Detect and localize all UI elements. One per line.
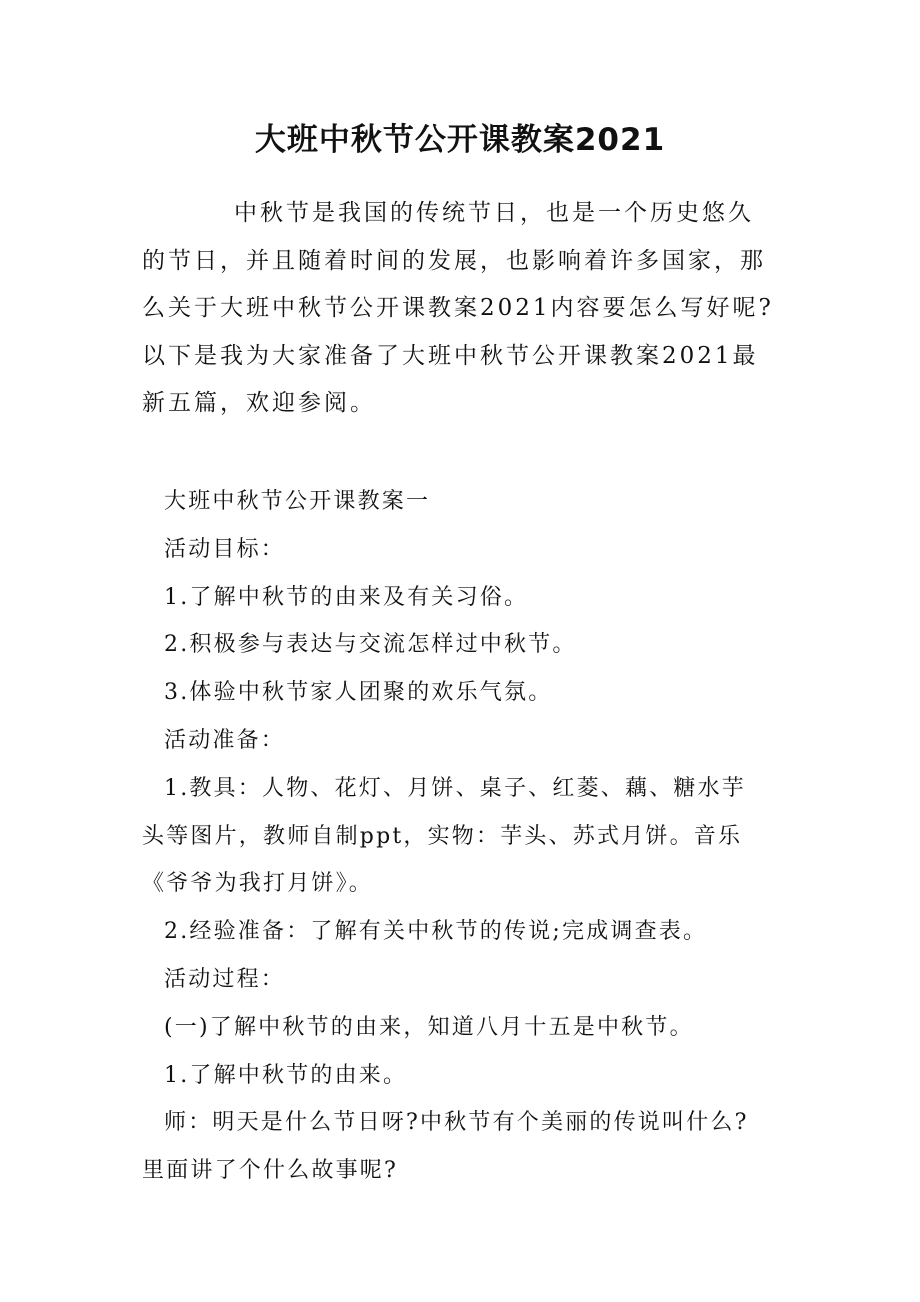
preparation-item: 1.教具：人物、花灯、月饼、桌子、红菱、藕、糖水芋 [164,775,746,801]
document-title: 大班中秋节公开课教案2021 [254,122,666,158]
activity-preparation-heading: 活动准备： [164,727,286,753]
teacher-dialogue: 师：明天是什么节日呀?中秋节有个美丽的传说叫什么? [164,1110,749,1136]
intro-paragraph: 中秋节是我国的传统节日，也是一个历史悠久的节日，并且随着时间的发展，也影响着许多国家，那么关于大班中秋节公开课教案2021内容要怎么写好呢?以下是我为大家准备了大班中秋节公开课教案2021最新五篇，欢迎参阅。 [142,200,774,416]
process-step: 1.了解中秋节的由来。 [164,1062,408,1088]
activity-goals-heading: 活动目标： [164,536,286,562]
section-heading: 大班中秋节公开课教案一 [164,489,431,514]
lesson-plan-body [142,478,778,1195]
goal-item: 1.了解中秋节的由来及有关习俗。 [164,584,529,610]
goal-item: 2.积极参与表达与交流怎样过中秋节。 [164,632,577,658]
teacher-dialogue-continued: 里面讲了个什么故事呢? [142,1158,398,1184]
preparation-item: 2.经验准备：了解有关中秋节的传说;完成调查表。 [164,919,708,945]
activity-process-heading: 活动过程： [164,966,286,992]
goal-item: 3.体验中秋节家人团聚的欢乐气氛。 [164,680,553,706]
preparation-item-continued: 头等图片，教师自制ppt，实物：芋头、苏式月饼。音乐 [142,823,743,849]
preparation-item-continued: 《爷爷为我打月饼》。 [142,871,374,897]
process-step: (一)了解中秋节的由来，知道八月十五是中秋节。 [164,1014,694,1040]
